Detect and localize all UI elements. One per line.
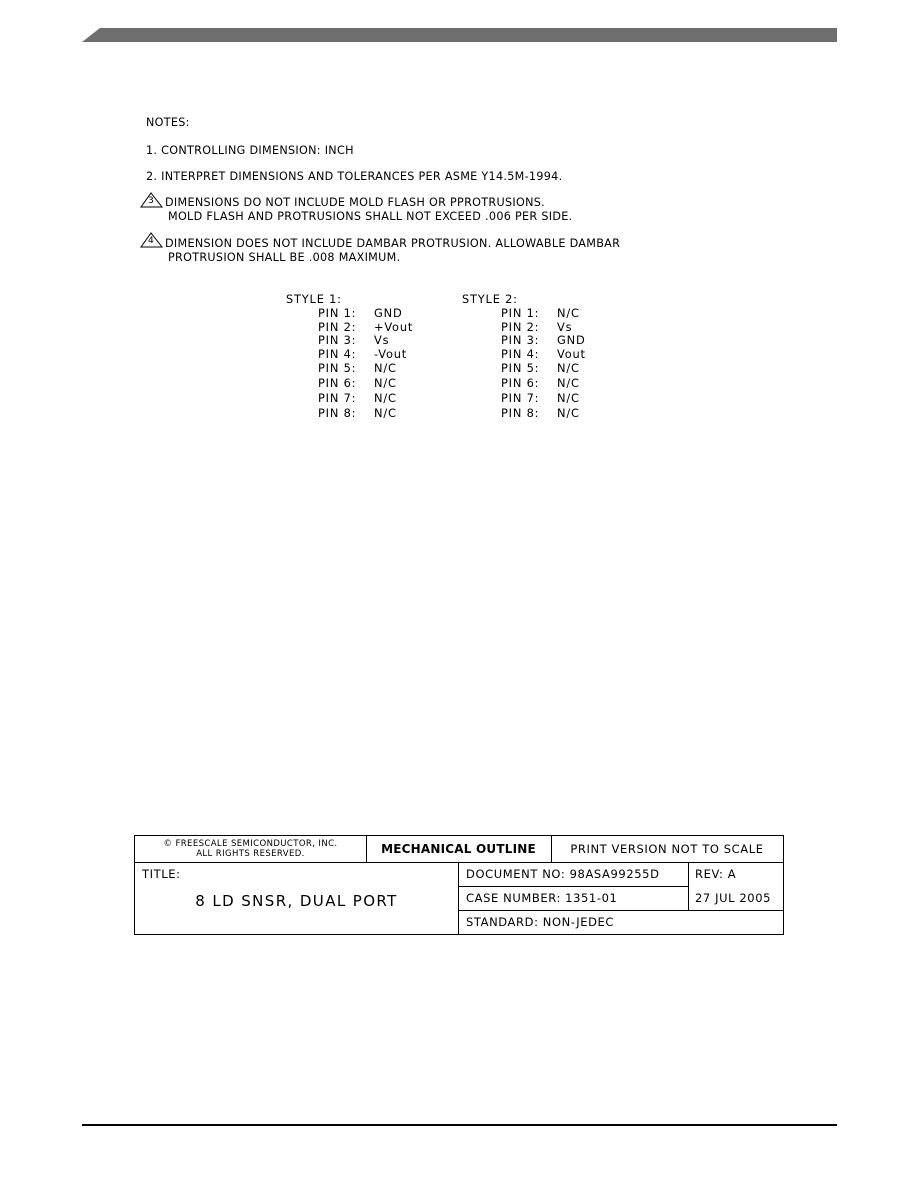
pin-value: +Vout	[374, 319, 414, 334]
pin-value: GND	[374, 306, 403, 320]
note-3-number: 3	[147, 196, 155, 206]
pin-label: PIN 3:	[318, 333, 357, 347]
pin-value: N/C	[374, 406, 397, 420]
title-block-divider	[135, 862, 783, 863]
note-4-triangle-icon	[140, 232, 164, 248]
pin-value: N/C	[557, 376, 580, 390]
note-4-number: 4	[147, 236, 155, 246]
header-bar	[0, 0, 918, 48]
mechanical-outline-label: MECHANICAL OUTLINE	[381, 842, 536, 856]
pin-label: PIN 5:	[501, 361, 540, 375]
style-2-title: STYLE 2:	[462, 292, 518, 306]
copyright-cell	[135, 839, 366, 859]
pin-label: PIN 5:	[318, 361, 357, 375]
pin-value: N/C	[374, 391, 397, 405]
pin-value: Vs	[557, 319, 573, 334]
style-1-title: STYLE 1:	[286, 292, 342, 306]
title-block	[134, 835, 784, 935]
pin-label: PIN 6:	[318, 376, 357, 390]
note-3-triangle-icon	[140, 192, 164, 208]
note-1	[146, 144, 354, 157]
title-label: TITLE:	[142, 867, 181, 881]
note-3-line-2: MOLD FLASH AND PROTRUSIONS SHALL NOT EXCEED .006 PER SIDE.	[168, 210, 573, 223]
copyright-line-2: ALL RIGHTS RESERVED.	[196, 849, 305, 859]
note-3-line-1: DIMENSIONS DO NOT INCLUDE MOLD FLASH OR PPROTRUSIONS.	[165, 196, 546, 209]
pin-label: PIN 7:	[501, 391, 540, 405]
pin-label: PIN 2:	[501, 319, 540, 334]
pin-value: N/C	[374, 376, 397, 390]
footer-rule	[82, 1124, 837, 1126]
pin-value: N/C	[557, 306, 580, 320]
header-bar-shape	[0, 0, 918, 44]
pin-label: PIN 4:	[318, 346, 357, 361]
pin-label: PIN 6:	[501, 376, 540, 390]
title-block-divider	[458, 862, 459, 934]
pin-value: N/C	[557, 391, 580, 405]
revision-date: 27 JUL 2005	[695, 891, 772, 905]
note-1-text: CONTROLLING DIMENSION: INCH	[161, 144, 354, 157]
note-2	[146, 170, 562, 183]
pin-value: N/C	[374, 361, 397, 375]
pin-value: N/C	[557, 406, 580, 420]
print-version-label: PRINT VERSION NOT TO SCALE	[570, 842, 764, 856]
note-4-line-1: DIMENSION DOES NOT INCLUDE DAMBAR PROTRUSION. ALLOWABLE DAMBAR	[165, 237, 621, 250]
title-block-divider	[458, 886, 688, 887]
title-block-divider	[688, 862, 689, 910]
document-title: 8 LD SNSR, DUAL PORT	[195, 892, 398, 910]
standard: STANDARD: NON-JEDEC	[466, 915, 615, 929]
pin-label: PIN 3:	[501, 333, 540, 347]
pin-label: PIN 4:	[501, 346, 540, 361]
note-2-number: 2.	[146, 170, 158, 183]
case-number: CASE NUMBER: 1351-01	[466, 891, 618, 905]
pin-label: PIN 1:	[318, 306, 357, 320]
notes-heading: NOTES:	[146, 116, 190, 129]
pin-label: PIN 2:	[318, 319, 357, 334]
title-block-divider	[458, 910, 783, 911]
document-number: DOCUMENT NO: 98ASA99255D	[466, 867, 660, 881]
pin-label: PIN 8:	[318, 406, 357, 420]
copyright-line-1: © FREESCALE SEMICONDUCTOR, INC.	[163, 839, 338, 849]
pin-label: PIN 1:	[501, 306, 540, 320]
pin-value: GND	[557, 333, 586, 347]
pin-value: Vs	[374, 333, 390, 347]
pin-label: PIN 7:	[318, 391, 357, 405]
note-2-text: INTERPRET DIMENSIONS AND TOLERANCES PER ASME Y14.5M-1994.	[161, 170, 563, 183]
note-4-line-2: PROTRUSION SHALL BE .008 MAXIMUM.	[168, 251, 401, 264]
pin-value: N/C	[557, 361, 580, 375]
note-1-number: 1.	[146, 144, 158, 157]
pin-value: -Vout	[374, 346, 408, 361]
pin-label: PIN 8:	[501, 406, 540, 420]
revision: REV: A	[695, 867, 737, 881]
pin-value: Vout	[557, 346, 586, 361]
